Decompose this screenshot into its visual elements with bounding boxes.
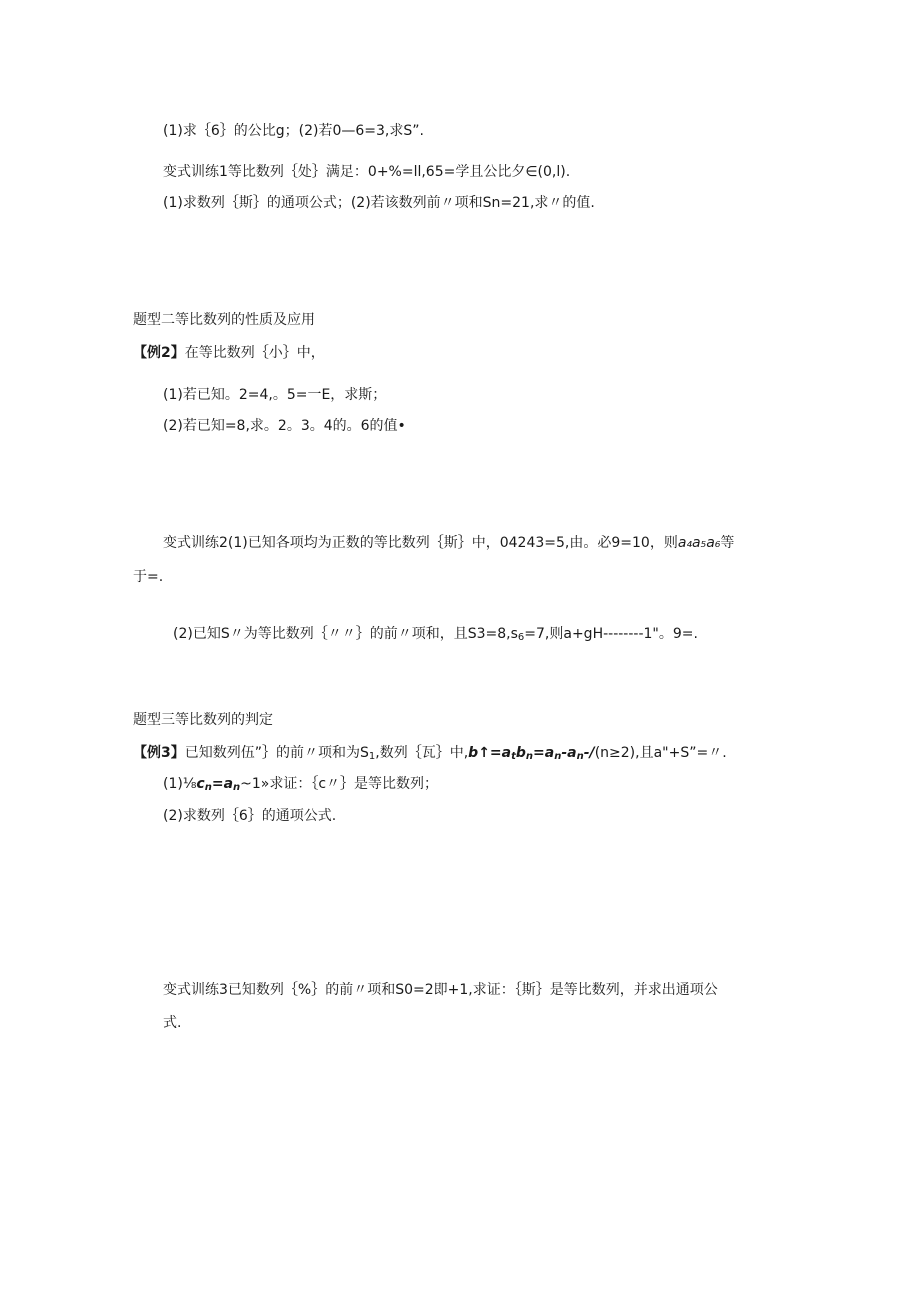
example-3-part-1: $(1)\frac{1}{8}c_n=a_n\sim 1$»求证：｛c〃｝是等比数列；	[163, 776, 439, 793]
section-heading-3: 题型三等比数列的判定	[133, 712, 273, 728]
variant-training-3-statement: 变式训练3已知数列｛%｝的前〃项和S0=2即+1,求证：｛斯｝是等比数列，并求出通项公	[163, 982, 718, 998]
variant-training-2-part-2-sub: 6	[517, 632, 525, 643]
example-3-part-2: (2)求数列｛6｝的通项公式.	[163, 808, 337, 824]
section-heading-2: 题型二等比数列的性质及应用	[133, 312, 315, 328]
variant-training-2-continuation: 于=.	[133, 569, 164, 585]
variant-training-2-part-2-text-end: =7,则a+gH--------1"。9=.	[524, 626, 698, 642]
example-3-math: $b↑=a_tb_n=a_n-a_n-/$	[468, 745, 595, 762]
question-1-parts: (1)求｛6｝的公比g；(2)若0—6=3,求S”.	[163, 123, 424, 139]
variant-training-3-continuation: 式.	[163, 1015, 182, 1031]
example-3-part-1-math: $c_n=a_n$	[196, 776, 241, 793]
example-2-tag: 【例2】	[133, 345, 185, 361]
example-2-part-1: (1)若已知。2=4,。5=一E，求斯；	[163, 387, 387, 403]
example-2-part-2: (2)若已知=8,求。2。3。4的。6的值•	[163, 418, 406, 434]
variant-training-1-statement: 变式训练1等比数列｛处｝满足：0+%=ll,65=学且公比夕∈(0,l).	[163, 164, 571, 180]
example-3-sub: 1	[368, 751, 376, 762]
variant-training-2-statement	[163, 533, 734, 553]
variant-training-2-part-2-text: (2)已知S〃为等比数列｛〃〃｝的前〃项和，且S3=8,s	[173, 626, 518, 642]
variant-training-2-part-2	[173, 624, 698, 644]
variant-training-2-text: 变式训练2(1)已知各项均为正数的等比数列｛斯｝中，04243=5,由。必9=10，则	[163, 535, 678, 551]
variant-training-2-math: a₄a₅a₆	[677, 535, 721, 551]
example-2-text: 在等比数列｛小｝中，	[184, 345, 325, 361]
variant-training-2-text-end: 等	[720, 535, 735, 551]
example-2-statement	[133, 343, 325, 363]
example-3-text: 已知数列伍”｝的前〃项和为S	[184, 745, 369, 761]
example-3-statement	[133, 743, 727, 763]
example-3-text-end: (n≥2),且a"+S”=〃.	[594, 745, 727, 761]
variant-training-1-parts: (1)求数列｛斯｝的通项公式；(2)若该数列前〃项和Sn=21,求〃的值.	[163, 195, 595, 211]
example-3-text-mid: ,数列｛瓦｝中,	[375, 745, 469, 761]
example-3-tag: 【例3】	[133, 745, 185, 761]
